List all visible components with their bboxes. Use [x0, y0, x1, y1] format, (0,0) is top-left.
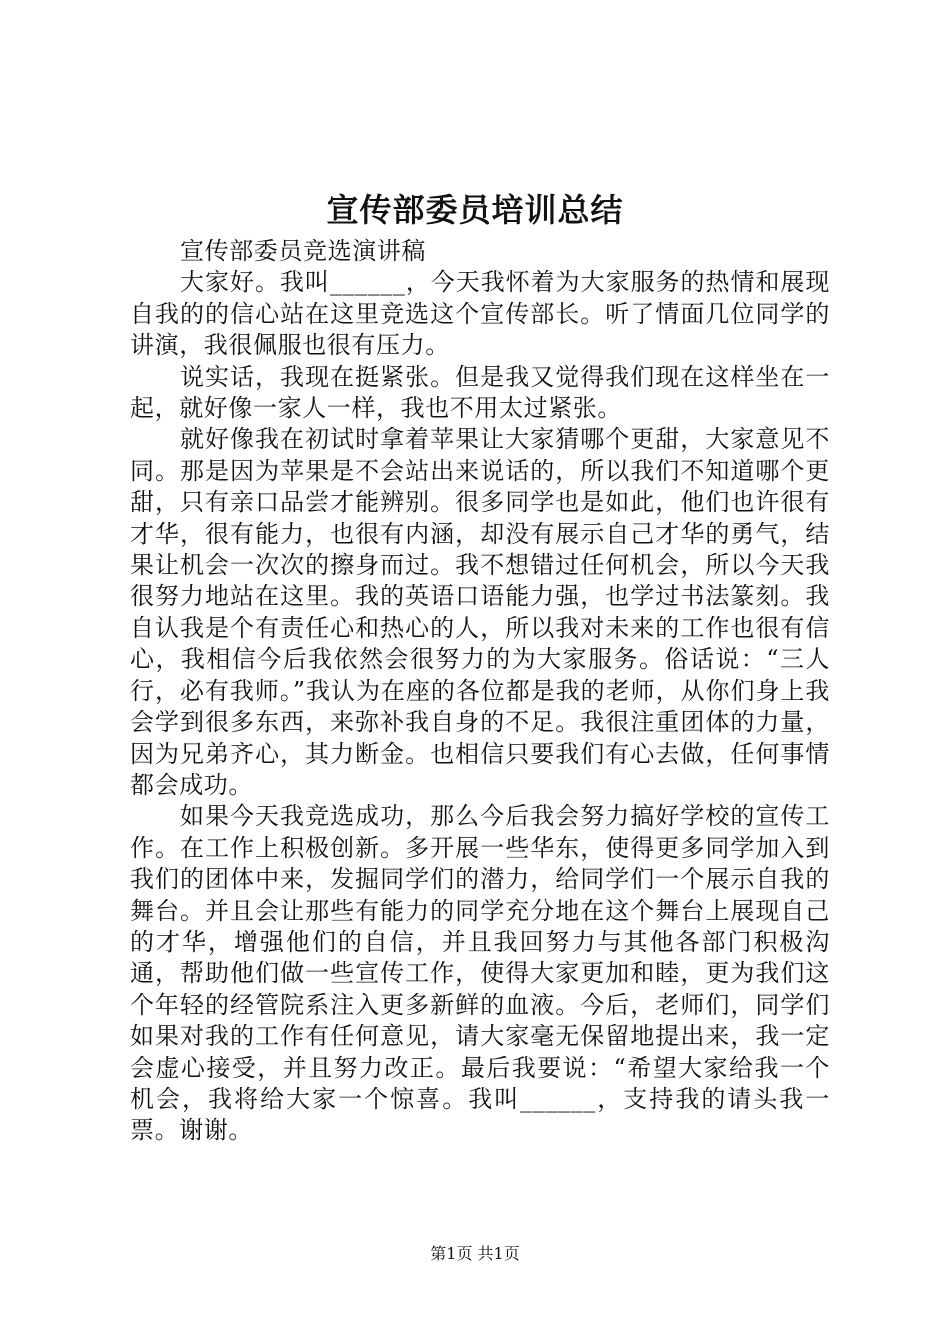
paragraph: 大家好。我叫______，今天我怀着为大家服务的热情和展现自我的的信心站在这里竞选这个宣传部长。听了情面几位同学的讲演，我很佩服也很有压力。 [130, 268, 830, 360]
paragraph: 就好像我在初试时拿着苹果让大家猜哪个更甜，大家意见不同。那是因为苹果是不会站出来说话的，所以我们不知道哪个更甜，只有亲口品尝才能辨别。很多同学也是如此，他们也许很有才华，很有能力，也很有内涵，却没有展示自己才华的勇气，结果让机会一次次的擦身而过。我不想错过任何机会，所以今天我很努力地站在这里。我的英语口语能力强，也学过书法篆刻。我自认我是个有责任心和热心的人，所以我对未来的工作也很有信心，我相信今后我依然会很努力的为大家服务。俗话说：“三人行，必有我师。”我认为在座的各位都是我的老师，从你们身上我会学到很多东西，来弥补我自身的不足。我很注重团体的力量，因为兄弟齐心，其力断金。也相信只要我们有心去做，任何事情都会成功。 [130, 425, 830, 799]
page-footer: 第1页 共1页 [430, 1244, 520, 1263]
document-body [130, 236, 830, 1147]
subtitle-line: 宣传部委员竞选演讲稿 [180, 237, 426, 265]
paragraph: 如果今天我竞选成功，那么今后我会努力搞好学校的宣传工作。在工作上积极创新。多开展一些华东，使得更多同学加入到我们的团体中来，发掘同学们的潜力，给同学们一个展示自我的舞台。并且会让那些有能力的同学充分地在这个舞台上展现自己的才华，增强他们的自信，并且我回努力与其他各部门积极沟通，帮助他们做一些宣传工作，使得大家更加和睦，更为我们这个年轻的经管院系注入更多新鲜的血液。今后，老师们，同学们如果对我的工作有任何意见，请大家毫无保留地提出来，我一定会虚心接受，并且努力改正。最后我要说：“希望大家给我一个机会，我将给大家一个惊喜。我叫______，支持我的请头我一票。谢谢。 [130, 802, 830, 1145]
paragraph: 说实话，我现在挺紧张。但是我又觉得我们现在这样坐在一起，就好像一家人一样，我也不用太过紧张。 [130, 362, 830, 423]
document-title: 宣传部委员培训总结 [326, 191, 624, 229]
